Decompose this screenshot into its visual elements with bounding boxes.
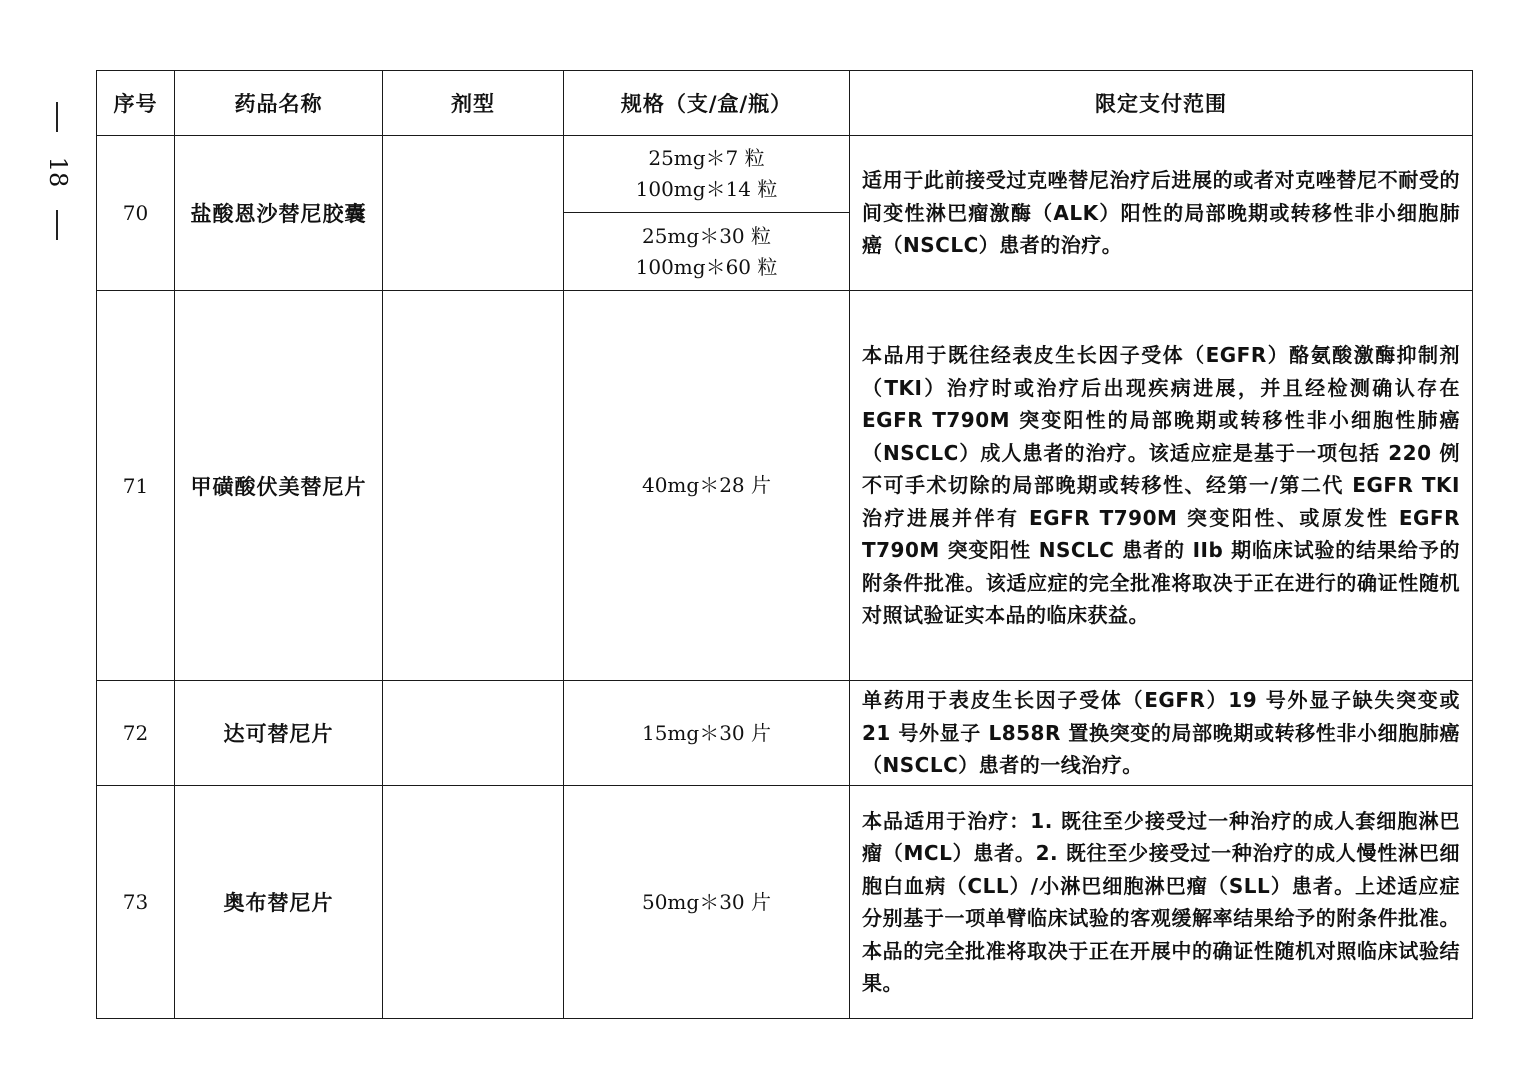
row-drug-name: 甲磺酸伏美替尼片 <box>175 291 383 681</box>
spec-line: 100mg＊14 粒 <box>635 177 778 201</box>
spec-line: 100mg＊60 粒 <box>635 254 778 279</box>
page-number-value: 18 <box>44 156 72 188</box>
header-name: 药品名称 <box>175 71 383 136</box>
table-row <box>97 291 1473 681</box>
row-payment-scope: 本品用于既往经表皮生长因子受体（EGFR）酪氨酸激酶抑制剂（TKI）治疗时或治疗后出现疾病进展，并且经检测确认存在 EGFR T790M 突变阳性的局部晚期或转移性非小细胞性肺癌（NSCLC）成人患者的治疗。该适应症是基于一项包括 220 例不可手术切除的局部晚期或转移性、经第一/第二代 EGFR TKI 治疗进展并伴有 EGFR T790M 突变阳性、或原发性 EGFR T790M 突变阳性 NSCLC 患者的 IIb 期临床试验的结果给予的附条件批准。该适应症的完全批准将取决于正在进行的确证性随机对照试验证实本品的临床获益。 <box>850 291 1473 681</box>
table-row <box>97 681 1473 786</box>
table-row <box>97 136 1473 213</box>
row-dosage-form <box>383 136 564 291</box>
row-seq: 72 <box>97 681 175 786</box>
page-number <box>38 96 78 246</box>
row-payment-scope: 适用于此前接受过克唑替尼治疗后进展的或者对克唑替尼不耐受的间变性淋巴瘤激酶（ALK）阳性的局部晚期或转移性非小细胞肺癌（NSCLC）患者的治疗。 <box>850 136 1473 291</box>
header-row <box>97 71 1473 136</box>
header-form: 剂型 <box>383 71 564 136</box>
header-seq: 序号 <box>97 71 175 136</box>
table-row <box>97 786 1473 1019</box>
page-number-dash-bottom <box>56 210 58 240</box>
row-payment-scope: 单药用于表皮生长因子受体（EGFR）19 号外显子缺失突变或 21 号外显子 L858R 置换突变的局部晚期或转移性非小细胞肺癌（NSCLC）患者的一线治疗。 <box>850 681 1473 786</box>
row-dosage-form <box>383 291 564 681</box>
row-spec <box>564 213 850 291</box>
row-spec: 15mg＊30 片 <box>564 681 850 786</box>
row-spec <box>564 136 850 213</box>
row-drug-name: 达可替尼片 <box>175 681 383 786</box>
row-payment-scope: 本品适用于治疗：1. 既往至少接受过一种治疗的成人套细胞淋巴瘤（MCL）患者。2. 既往至少接受过一种治疗的成人慢性淋巴细胞白血病（CLL）/小淋巴细胞淋巴瘤（SLL）患者。上述适应症分别基于一项单臂临床试验的客观缓解率结果给予的附条件批准。本品的完全批准将取决于正在开展中的确证性随机对照临床试验结果。 <box>850 786 1473 1019</box>
row-dosage-form <box>383 786 564 1019</box>
row-spec: 40mg＊28 片 <box>564 291 850 681</box>
drug-table <box>96 70 1473 1019</box>
row-dosage-form <box>383 681 564 786</box>
row-seq: 73 <box>97 786 175 1019</box>
page-number-dash-top <box>56 102 58 132</box>
row-drug-name: 奥布替尼片 <box>175 786 383 1019</box>
row-seq: 71 <box>97 291 175 681</box>
row-drug-name: 盐酸恩沙替尼胶囊 <box>175 136 383 291</box>
header-scope: 限定支付范围 <box>850 71 1473 136</box>
row-seq: 70 <box>97 136 175 291</box>
row-spec: 50mg＊30 片 <box>564 786 850 1019</box>
spec-line: 25mg＊7 粒 <box>648 146 765 170</box>
spec-line: 25mg＊30 粒 <box>641 223 772 248</box>
header-spec: 规格（支/盒/瓶） <box>564 71 850 136</box>
